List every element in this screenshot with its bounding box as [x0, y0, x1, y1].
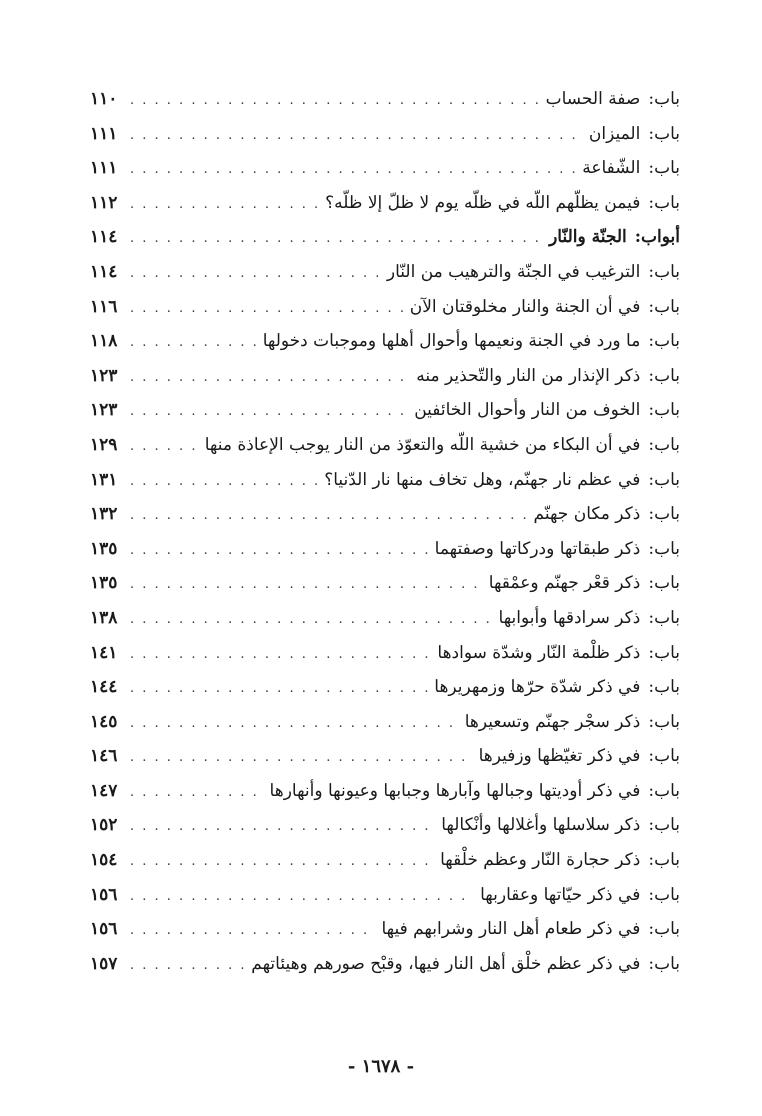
toc-entry: [90, 566, 680, 601]
dot-leader: [130, 465, 318, 500]
entry-page-number: ١٢٩: [90, 434, 118, 455]
toc-entry: [90, 705, 680, 740]
entry-page-number: ١٤٧: [90, 780, 118, 801]
entry-label: باب:: [648, 469, 680, 490]
toc-entry: [90, 255, 680, 290]
entry-label: باب:: [648, 607, 680, 628]
entry-label: باب:: [648, 850, 680, 871]
toc-entry: [90, 324, 680, 359]
toc-entry: [90, 532, 680, 567]
entry-title: الميزان: [588, 123, 641, 144]
entry-page-number: ١٥٢: [90, 815, 118, 836]
entry-title: في ذكر شدّة حرّها وزمهريرها: [434, 677, 641, 698]
toc-entry: [90, 878, 680, 913]
entry-title: ذكر حجارة النّار وعظم خلْقها: [440, 850, 641, 871]
entry-page-number: ١١٦: [90, 296, 118, 317]
toc-entry: [90, 186, 680, 221]
entry-page-number: ١٤٤: [90, 677, 118, 698]
entry-title: في ذكر تغيّظها وزفيرها: [478, 746, 641, 767]
toc-entry: [90, 739, 680, 774]
entry-title: في أن البكاء من خشية اللّه والتعوّذ من النار يوجب الإعاذة منها: [204, 434, 641, 455]
toc-entry: [90, 601, 680, 636]
entry-title: ذكر سرادقها وأبوابها: [498, 607, 641, 628]
dot-leader: [130, 880, 474, 915]
toc-entry: [90, 636, 680, 671]
toc-entry: [90, 808, 680, 843]
dot-leader: [130, 222, 543, 257]
entry-label: باب:: [648, 123, 680, 144]
entry-title: في ذكر طعام أهل النار وشرابهم فيها: [381, 919, 641, 940]
toc-entry: [90, 843, 680, 878]
dot-leader: [130, 395, 408, 430]
dot-leader: [130, 810, 435, 845]
dot-leader: [130, 741, 473, 776]
dot-leader: [130, 430, 199, 465]
entry-title: صفة الحساب: [545, 89, 641, 109]
entry-label: باب:: [648, 677, 680, 698]
toc-entry: [90, 670, 680, 705]
entry-title: ذكر طبقاتها ودركاتها وصفتهما: [434, 538, 641, 559]
entry-page-number: ١٣٥: [90, 573, 118, 594]
dot-leader: [130, 188, 319, 223]
dot-leader: [130, 534, 429, 569]
entry-title: في عظم نار جهنّم، وهل تخاف منها نار الدّنيا؟: [324, 469, 641, 490]
dot-leader: [130, 845, 434, 880]
dot-leader: [130, 914, 375, 949]
entry-label: باب:: [648, 538, 680, 559]
entry-label: أبواب:: [634, 227, 680, 248]
dot-leader: [130, 119, 583, 154]
entry-page-number: ١٣١: [90, 469, 118, 490]
table-of-contents: [90, 82, 680, 981]
entry-title: ما ورد في الجنة ونعيمها وأحوال أهلها وموجبات دخولها: [262, 331, 641, 352]
dot-leader: [130, 292, 404, 327]
dot-leader: [130, 257, 381, 292]
dot-leader: [130, 499, 528, 534]
entry-title: ذكر سجْر جهنّم وتسعيرها: [464, 711, 641, 732]
entry-title: ذكر مكان جهنّم: [533, 504, 641, 525]
entry-page-number: ١٣٨: [90, 607, 118, 628]
entry-label: باب:: [648, 296, 680, 317]
dot-leader: [130, 949, 245, 984]
entry-page-number: ١٥٤: [90, 850, 118, 871]
entry-label: باب:: [648, 365, 680, 386]
entry-title: في أن الجنة والنار مخلوقتان الآن: [409, 296, 641, 317]
entry-page-number: ١١١: [90, 123, 118, 144]
toc-entry: [90, 497, 680, 532]
entry-label: باب:: [648, 642, 680, 663]
toc-entry: [90, 428, 680, 463]
toc-entry: [90, 774, 680, 809]
entry-page-number: ١٤٦: [90, 746, 118, 767]
entry-label: باب:: [648, 780, 680, 801]
entry-title: ذكر سلاسلها وأغلالها وأنْكالها: [441, 815, 641, 836]
toc-entry: [90, 359, 680, 394]
dot-leader: [130, 84, 540, 119]
entry-page-number: ١٤٥: [90, 711, 118, 732]
toc-entry: [90, 393, 680, 428]
entry-page-number: ١١٠: [90, 89, 118, 109]
entry-label: باب:: [648, 261, 680, 282]
toc-section-heading: [90, 220, 680, 255]
entry-label: باب:: [648, 158, 680, 179]
entry-label: باب:: [648, 400, 680, 421]
entry-title: في ذكر حيّاتها وعقاربها: [480, 884, 641, 905]
entry-page-number: ١٣٢: [90, 504, 118, 525]
entry-page-number: ١٥٦: [90, 919, 118, 940]
entry-page-number: ١٤١: [90, 642, 118, 663]
entry-label: باب:: [648, 884, 680, 905]
dot-leader: [130, 568, 483, 603]
dot-leader: [130, 603, 493, 638]
page-number-footer: - ١٦٧٨ -: [347, 1056, 415, 1077]
entry-page-number: ١١٤: [90, 261, 118, 282]
toc-entry: [90, 151, 680, 186]
entry-page-number: ١٥٦: [90, 884, 118, 905]
entry-title: ذكر قعْر جهنّم وعمْقها: [488, 573, 641, 594]
dot-leader: [130, 707, 459, 742]
entry-label: باب:: [648, 331, 680, 352]
dot-leader: [130, 153, 576, 188]
entry-title: في ذكر عظم خلْق أهل النار فيها، وقبْح صورهم وهيئاتهم: [251, 953, 641, 974]
entry-title: فيمن يظلّهم اللّه في ظلّه يوم لا ظلّ إلا ظلّه؟: [325, 192, 641, 213]
dot-leader: [130, 776, 264, 811]
entry-title: في ذكر أوديتها وجبالها وآبارها وجبابها وعيونها وأنهارها: [269, 780, 641, 801]
entry-page-number: ١٣٥: [90, 538, 118, 559]
entry-label: باب:: [648, 953, 680, 974]
entry-page-number: ١٢٣: [90, 365, 118, 386]
entry-page-number: ١١١: [90, 158, 118, 179]
entry-label: باب:: [648, 434, 680, 455]
toc-entry: [90, 463, 680, 498]
entry-title: الشّفاعة: [582, 158, 641, 179]
entry-page-number: ١٥٧: [90, 953, 118, 974]
entry-page-number: ١١٨: [90, 331, 118, 352]
dot-leader: [130, 361, 410, 396]
entry-page-number: ١٢٣: [90, 400, 118, 421]
entry-title: ذكر ظلْمة النّار وشدّة سوادها: [437, 642, 641, 663]
entry-title: الجنّة والنّار: [549, 227, 627, 248]
toc-entry: [90, 82, 680, 117]
entry-title: ذكر الإنذار من النار والتّحذير منه: [416, 365, 641, 386]
entry-title: الترغيب في الجنّة والترهيب من النّار: [386, 261, 641, 282]
entry-label: باب:: [648, 815, 680, 836]
dot-leader: [130, 638, 431, 673]
entry-page-number: ١١٤: [90, 227, 118, 248]
entry-label: باب:: [648, 711, 680, 732]
entry-page-number: ١١٢: [90, 192, 118, 213]
toc-entry: [90, 290, 680, 325]
entry-label: باب:: [648, 89, 680, 109]
dot-leader: [130, 326, 257, 361]
entry-label: باب:: [648, 573, 680, 594]
entry-label: باب:: [648, 192, 680, 213]
entry-title: الخوف من النار وأحوال الخائفين: [414, 400, 641, 421]
toc-entry: [90, 912, 680, 947]
toc-entry: [90, 117, 680, 152]
dot-leader: [130, 672, 428, 707]
entry-label: باب:: [648, 504, 680, 525]
entry-label: باب:: [648, 746, 680, 767]
toc-entry: [90, 947, 680, 982]
entry-label: باب:: [648, 919, 680, 940]
